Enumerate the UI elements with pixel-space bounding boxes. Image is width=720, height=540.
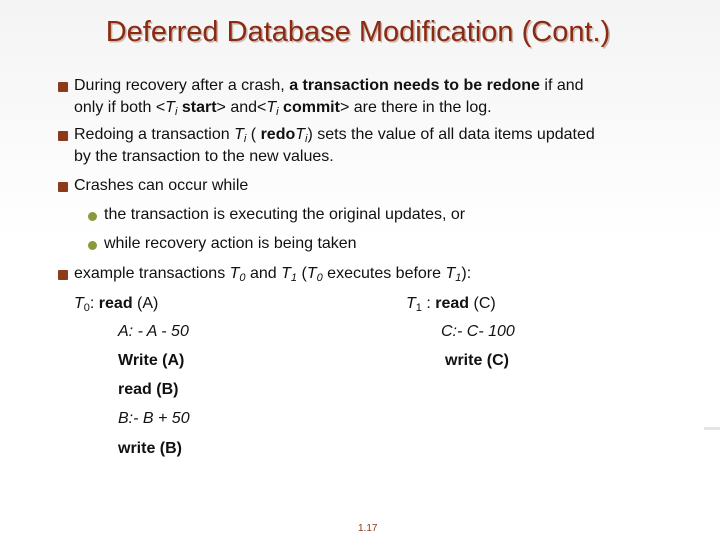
t0-line: B:- B + 50 — [118, 410, 190, 427]
sub-bullet-2-text: while recovery action is being taken — [104, 235, 357, 252]
page-number: 1.17 — [358, 523, 378, 534]
bullet-2-text: Redoing a transaction $T_i$ ( redoT$_i$) sets the value of all data items updated by the transaction to the new values. — [74, 126, 595, 165]
t0-line: Write (A) — [118, 352, 185, 369]
t1-line: C:- C- 100 — [441, 323, 515, 340]
bullet-square-icon — [58, 270, 68, 280]
t0-header: $T_0$: read (A) — [74, 295, 159, 314]
t1-header: $T_1$ : read (C) — [406, 295, 496, 314]
bullet-4-text: example transactions $T_0$ and $T_1$ ($T_0$ executes before $T_1$): — [74, 265, 472, 284]
t0-line: read (B) — [118, 381, 179, 398]
sub-bullet-dot-icon — [88, 241, 97, 250]
slide-title: Deferred Database Modification (Cont.) — [105, 16, 611, 48]
sub-bullet-dot-icon — [88, 212, 97, 221]
t1-line: write (C) — [445, 352, 509, 369]
edge-mark — [704, 427, 720, 430]
sub-bullet-1-text: the transaction is executing the original updates, or — [104, 206, 466, 223]
bullet-square-icon — [58, 131, 68, 141]
t0-line: A: - A - 50 — [118, 323, 189, 340]
bullet-square-icon — [58, 182, 68, 192]
t0-line: write (B) — [118, 440, 182, 457]
bullet-1-text: During recovery after a crash, a transaction needs to be redone if and only if both $<T_i$ start> $and<T_i$ commit> are there in the log. — [74, 77, 584, 118]
bullet-square-icon — [58, 82, 68, 92]
bullet-3-text: Crashes can occur while — [74, 177, 249, 194]
